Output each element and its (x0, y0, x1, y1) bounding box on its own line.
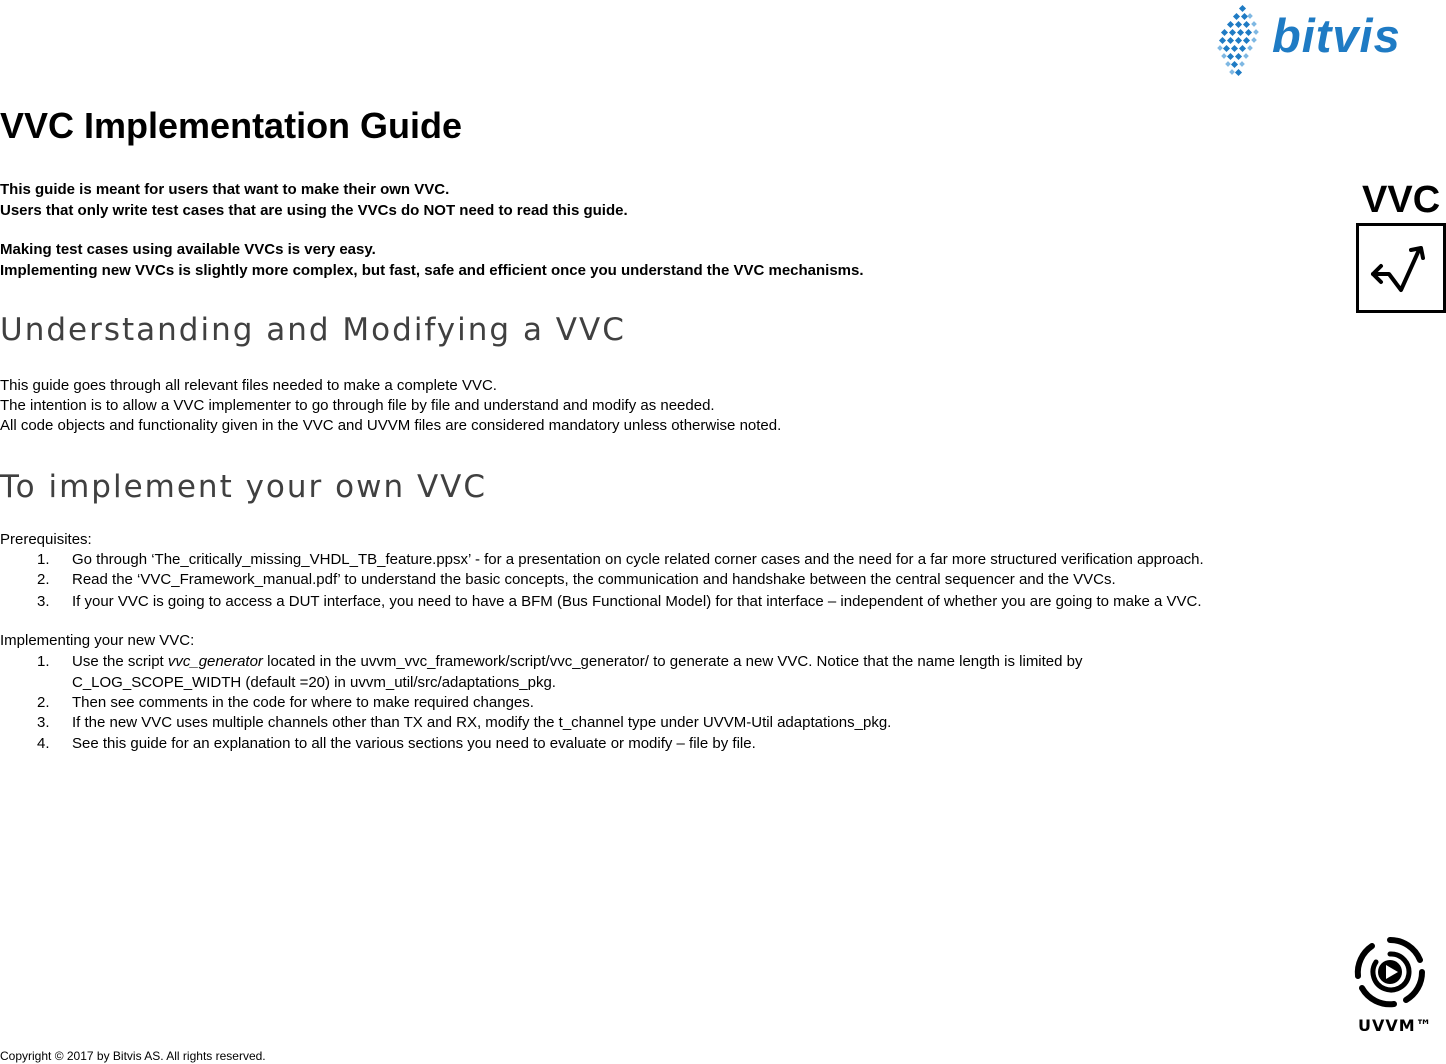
impl-item-1-number: 1. (37, 653, 50, 670)
prerequisites-label: Prerequisites: (0, 531, 92, 548)
intro-line-1: This guide is meant for users that want to make their own VVC. (0, 181, 450, 198)
impl-item-1-pre: Use the script (72, 653, 168, 670)
impl-item-4-text: See this guide for an explanation to all the various sections you need to evaluate or modify – file by file. (72, 735, 756, 752)
prereq-item-2-text: Read the ‘VVC_Framework_manual.pdf’ to understand the basic concepts, the communication and handshake between the central sequencer and the VVCs. (72, 571, 1116, 588)
page-title: VVC Implementation Guide (0, 105, 463, 146)
intro-line-4: Implementing new VVCs is slightly more complex, but fast, safe and efficient once you understand the VVC mechanisms. (0, 262, 864, 279)
bitvis-logo (1214, 0, 1442, 86)
intro-line-2: Users that only write test cases that are using the VVCs do NOT need to read this guide. (0, 202, 628, 219)
vvc-arrow-icon (1359, 226, 1443, 310)
vvc-generator-term: vvc_generator (167, 653, 263, 670)
prereq-item-2-number: 2. (37, 571, 50, 588)
prereq-item-1-number: 1. (37, 551, 50, 568)
bitvis-logo-text: bitvis (1272, 9, 1401, 62)
section-heading-implement: To implement your own VVC (0, 469, 488, 505)
impl-item-4-number: 4. (37, 735, 50, 752)
section1-line-1: This guide goes through all relevant files needed to make a complete VVC. (0, 377, 497, 394)
impl-item-1-text (72, 652, 1083, 672)
prereq-item-1-text: Go through ‘The_critically_missing_VHDL_TB_feature.ppsx’ - for a presentation on cycle related corner cases and the need for a far more structured verification approach. (72, 551, 1204, 568)
section1-line-3: All code objects and functionality given in the VVC and UVVM files are considered mandatory unless otherwise noted. (0, 417, 782, 434)
uvvm-play-icon (1348, 930, 1432, 1014)
impl-item-2-text: Then see comments in the code for where to make required changes. (72, 694, 534, 711)
section1-line-2: The intention is to allow a VVC implementer to go through file by file and understand and modify as needed. (0, 397, 715, 414)
copyright-footer: Copyright © 2017 by Bitvis AS. All rights reserved. (0, 1049, 266, 1063)
implementing-label: Implementing your new VVC: (0, 632, 195, 649)
vvc-badge-box (1356, 223, 1446, 313)
prereq-item-3-number: 3. (37, 593, 50, 610)
intro-line-3: Making test cases using available VVCs is very easy. (0, 241, 376, 258)
impl-item-1-continued-text: C_LOG_SCOPE_WIDTH (default =20) in uvvm_util/src/adaptations_pkg. (72, 674, 556, 691)
uvvm-logo-text: UVVM™ (1358, 1016, 1433, 1035)
uvvm-logo (1346, 930, 1442, 1040)
impl-item-2-number: 2. (37, 694, 50, 711)
impl-item-1-post: located in the uvvm_vvc_framework/script/vvc_generator/ to generate a new VVC. Notice that the name length is limited by (262, 653, 1083, 670)
impl-item-3-number: 3. (37, 714, 50, 731)
bitvis-diamond-icon (1214, 0, 1274, 86)
impl-item-3-text: If the new VVC uses multiple channels other than TX and RX, modify the t_channel type under UVVM-Util adaptations_pkg. (72, 714, 892, 731)
section-heading-understanding: Understanding and Modifying a VVC (0, 312, 626, 348)
prereq-item-3-text: If your VVC is going to access a DUT interface, you need to have a BFM (Bus Functional Model) for that interface – independent of whether you are going to make a VVC. (72, 593, 1202, 610)
vvc-badge-label: VVC (1362, 179, 1441, 221)
